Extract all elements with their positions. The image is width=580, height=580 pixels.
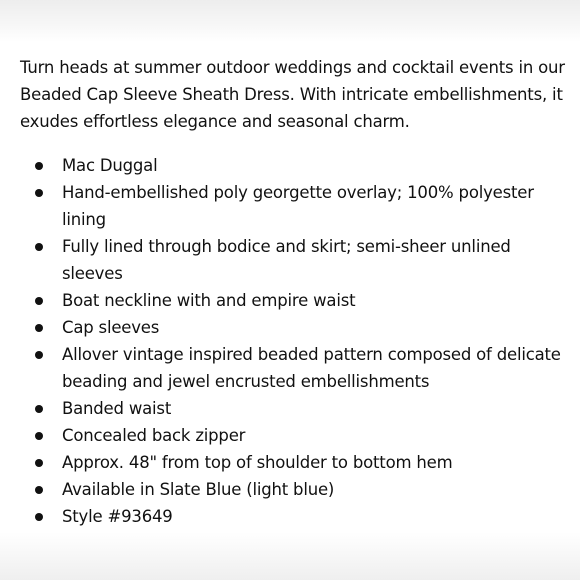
bullet-icon bbox=[35, 189, 43, 197]
feature-text: Boat neckline with and empire waist bbox=[62, 291, 356, 310]
feature-text: Allover vintage inspired beaded pattern composed of delicate beading and jewel encrusted embellishments bbox=[62, 345, 561, 391]
feature-item bbox=[20, 287, 568, 314]
feature-text: Style #93649 bbox=[62, 507, 173, 526]
feature-item bbox=[20, 341, 568, 395]
feature-list bbox=[20, 152, 568, 530]
feature-item bbox=[20, 179, 568, 233]
feature-item bbox=[20, 476, 568, 503]
feature-text: Banded waist bbox=[62, 399, 172, 418]
feature-item bbox=[20, 449, 568, 476]
bullet-icon bbox=[35, 243, 43, 251]
bullet-icon bbox=[35, 162, 43, 170]
bullet-icon bbox=[35, 486, 43, 494]
bullet-icon bbox=[35, 324, 43, 332]
bullet-icon bbox=[35, 405, 43, 413]
feature-item bbox=[20, 152, 568, 179]
feature-item bbox=[20, 395, 568, 422]
bullet-icon bbox=[35, 459, 43, 467]
top-edge-shading bbox=[0, 0, 580, 42]
bullet-icon bbox=[35, 432, 43, 440]
bullet-icon bbox=[35, 297, 43, 305]
intro-paragraph: Turn heads at summer outdoor weddings and cocktail events in our Beaded Cap Sleeve Sheath Dress. With intricate embellishments, it exudes effortless elegance and seasonal charm. bbox=[20, 58, 565, 131]
feature-item bbox=[20, 503, 568, 530]
feature-text: Mac Duggal bbox=[62, 156, 158, 175]
bullet-icon bbox=[35, 351, 43, 359]
feature-text: Fully lined through bodice and skirt; semi-sheer unlined sleeves bbox=[62, 237, 511, 283]
feature-item bbox=[20, 314, 568, 341]
feature-text: Concealed back zipper bbox=[62, 426, 246, 445]
product-description bbox=[20, 54, 568, 530]
feature-text: Approx. 48" from top of shoulder to bottom hem bbox=[62, 453, 453, 472]
feature-item bbox=[20, 422, 568, 449]
feature-item bbox=[20, 233, 568, 287]
feature-text: Available in Slate Blue (light blue) bbox=[62, 480, 335, 499]
feature-text: Hand-embellished poly georgette overlay; 100% polyester lining bbox=[62, 183, 534, 229]
bottom-edge-shading bbox=[0, 532, 580, 580]
feature-text: Cap sleeves bbox=[62, 318, 160, 337]
bullet-icon bbox=[35, 513, 43, 521]
